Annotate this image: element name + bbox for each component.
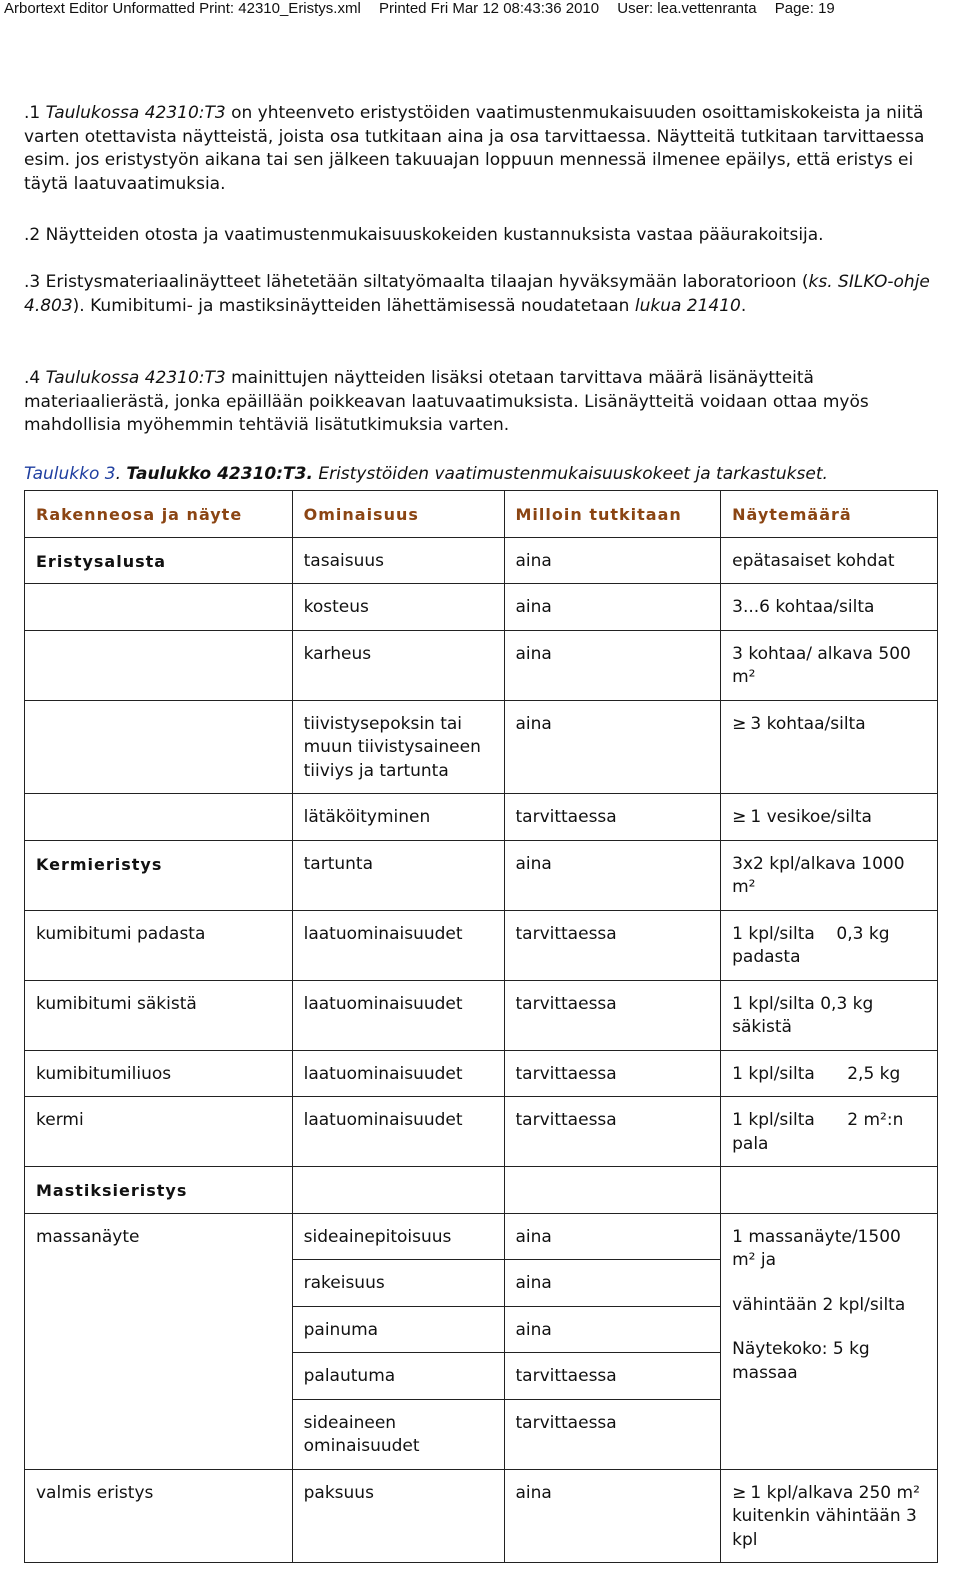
table-cell: aina [504, 840, 721, 910]
table-row [25, 794, 938, 841]
paragraph-3 [24, 271, 954, 318]
table-cell: massanäyte [25, 1213, 293, 1469]
table-cell: tarvittaessa [504, 910, 721, 980]
amount-text: 1 vesikoe/silta [750, 807, 872, 827]
print-header [4, 0, 849, 17]
table-cell: laatuominaisuudet [292, 980, 504, 1050]
para3-text2: ). Kumibitumi- ja mastiksinäytteiden lähettämisessä noudatetaan [72, 295, 635, 316]
paragraph-2: .2 Näytteiden otosta ja vaatimustenmukaisuuskokeiden kustannuksista vastaa pääurakoitsija. [24, 225, 824, 245]
greater-equal-icon: ≥ [732, 1482, 747, 1503]
table-cell: painuma [292, 1306, 504, 1353]
table-cell: sideaineen ominaisuudet [292, 1399, 504, 1469]
table-row [25, 980, 938, 1050]
mass-amount-line: vähintään 2 kpl/silta [732, 1294, 906, 1315]
table-cell: aina [504, 1469, 721, 1563]
mass-amount-line: 1 massanäyte/1500 m² ja [732, 1226, 901, 1270]
para4-table-ref[interactable]: Taulukossa 42310:T3 [45, 368, 226, 388]
para3-text3: . [740, 295, 747, 316]
table-cell: aina [504, 630, 721, 700]
table-cell: tarvittaessa [504, 1399, 721, 1469]
table-cell [292, 1167, 504, 1214]
table-cell: kermi [25, 1097, 293, 1167]
table-cell: kosteus [292, 584, 504, 631]
table-row [25, 584, 938, 631]
table-cell: rakeisuus [292, 1260, 504, 1307]
header-user: User: lea.vettenranta [617, 0, 757, 17]
table-cell: 3 kohtaa/ alkava 500 m² [721, 630, 938, 700]
table-row [25, 1213, 938, 1260]
table-cell: tarvittaessa [504, 1050, 721, 1097]
para1-lead: .1 [24, 103, 46, 123]
header-app: Arbortext Editor Unformatted Print: 42310_Eristys.xml [4, 0, 361, 17]
table-cell [504, 1167, 721, 1214]
table-cell [25, 630, 293, 700]
table-cell [721, 1469, 938, 1563]
table-cell: aina [504, 1306, 721, 1353]
caption-dot: . [115, 464, 127, 484]
para3-text1: .3 Eristysmateriaalinäytteet lähetetään siltatyömaalta tilaajan hyväksymään laboratorioon ( [24, 272, 809, 292]
table-cell [25, 700, 293, 794]
paragraph-4 [24, 367, 954, 438]
table-cell: laatuominaisuudet [292, 1097, 504, 1167]
table-cell: tiivistysepoksin tai muun tiivistysaineen tiiviys ja tartunta [292, 700, 504, 794]
para4-text: mainittujen näytteiden lisäksi otetaan tarvittava määrä lisänäytteitä materiaalierästä, jonka epäillään poikkeavan laatuvaatimuksista. Lisänäytteitä voidaan ottaa myös mahdollisia myöhemmin tehtäviä lisätutkimuksia varten. [24, 368, 869, 435]
table-cell: aina [504, 700, 721, 794]
table-cell: 3...6 kohtaa/silta [721, 584, 938, 631]
para4-lead: .4 [24, 368, 46, 388]
header-cell: Rakenneosa ja näyte [25, 491, 293, 538]
table-header-row [25, 491, 938, 538]
para1-table-ref[interactable]: Taulukossa 42310:T3 [45, 103, 226, 123]
caption-label[interactable]: Taulukko 3 [24, 464, 116, 484]
table-cell: aina [504, 1260, 721, 1307]
table-cell: tarvittaessa [504, 1353, 721, 1400]
group-cell: Eristysalusta [25, 537, 293, 584]
table-caption [24, 464, 828, 484]
group-cell: Kermieristys [25, 840, 293, 910]
table-cell: tarvittaessa [504, 1097, 721, 1167]
table-row [25, 1050, 938, 1097]
table-cell: kumibitumi padasta [25, 910, 293, 980]
table-cell [721, 1213, 938, 1469]
table-row [25, 700, 938, 794]
amount-text: 1 kpl/alkava 250 m² kuitenkin vähintään 3 kpl [732, 1482, 920, 1550]
group-cell: Mastiksieristys [25, 1167, 293, 1214]
table-cell: kumibitumiliuos [25, 1050, 293, 1097]
table-cell: laatuominaisuudet [292, 910, 504, 980]
table-row [25, 630, 938, 700]
table-row [25, 910, 938, 980]
table-cell: 3x2 kpl/alkava 1000 m² [721, 840, 938, 910]
para3-ref-chapter[interactable]: lukua 21410 [634, 295, 741, 316]
table-cell: aina [504, 1213, 721, 1260]
table-cell: paksuus [292, 1469, 504, 1563]
para1-text: on yhteenveto eristystöiden vaatimustenmukaisuuden osoittamiskokeista ja niitä varten otettavista näytteistä, joista osa tutkitaan aina ja osa tarvittaessa. Näytteitä tutkitaan tarvittaessa esim. jos eristystyön aikana tai sen jälkeen takuuajan loppuun mennessä ilmenee epäilys, että eristys ei täytä laatuvaatimuksia. [24, 103, 925, 194]
table-cell: tarvittaessa [504, 980, 721, 1050]
table-cell: 1 kpl/silta 0,3 kg padasta [721, 910, 938, 980]
table-cell: 1 kpl/silta 0,3 kg säkistä [721, 980, 938, 1050]
paragraph-1 [24, 102, 954, 196]
para3-ref-silko[interactable]: ks. SILKO-ohje 4.803 [24, 272, 930, 316]
header-cell: Ominaisuus [292, 491, 504, 538]
table-cell [721, 794, 938, 841]
table-cell: tartunta [292, 840, 504, 910]
table-cell: sideainepitoisuus [292, 1213, 504, 1260]
greater-equal-icon: ≥ [732, 807, 747, 827]
greater-equal-icon: ≥ [732, 713, 747, 734]
amount-text: 3 kohtaa/silta [750, 713, 866, 734]
mass-amount-line: Näytekoko: 5 kg massaa [732, 1339, 870, 1383]
table-cell: 1 kpl/silta 2,5 kg [721, 1050, 938, 1097]
table-cell: tarvittaessa [504, 794, 721, 841]
table-cell: epätasaiset kohdat [721, 537, 938, 584]
table-cell: palautuma [292, 1353, 504, 1400]
table-cell: kumibitumi säkistä [25, 980, 293, 1050]
table-row [25, 1167, 938, 1214]
header-cell: Näytemäärä [721, 491, 938, 538]
caption-title: Eristystöiden vaatimustenmukaisuuskokeet ja tarkastukset. [312, 464, 828, 484]
table-cell [25, 584, 293, 631]
table-cell [721, 700, 938, 794]
table-cell: karheus [292, 630, 504, 700]
table-cell: tasaisuus [292, 537, 504, 584]
table-row [25, 1469, 938, 1563]
table-cell: aina [504, 537, 721, 584]
header-cell: Milloin tutkitaan [504, 491, 721, 538]
caption-number: Taulukko 42310:T3. [126, 464, 313, 484]
table-cell: valmis eristys [25, 1469, 293, 1563]
test-table [24, 490, 938, 1563]
table-cell: 1 kpl/silta 2 m²:n pala [721, 1097, 938, 1167]
table-cell: lätäköityminen [292, 794, 504, 841]
table-row [25, 1097, 938, 1167]
table-cell [721, 1167, 938, 1214]
table-cell [25, 794, 293, 841]
table-row [25, 537, 938, 584]
header-printed: Printed Fri Mar 12 08:43:36 2010 [378, 0, 600, 17]
table-cell: laatuominaisuudet [292, 1050, 504, 1097]
table-cell: aina [504, 584, 721, 631]
header-page: Page: 19 [774, 0, 835, 17]
table-row [25, 840, 938, 910]
